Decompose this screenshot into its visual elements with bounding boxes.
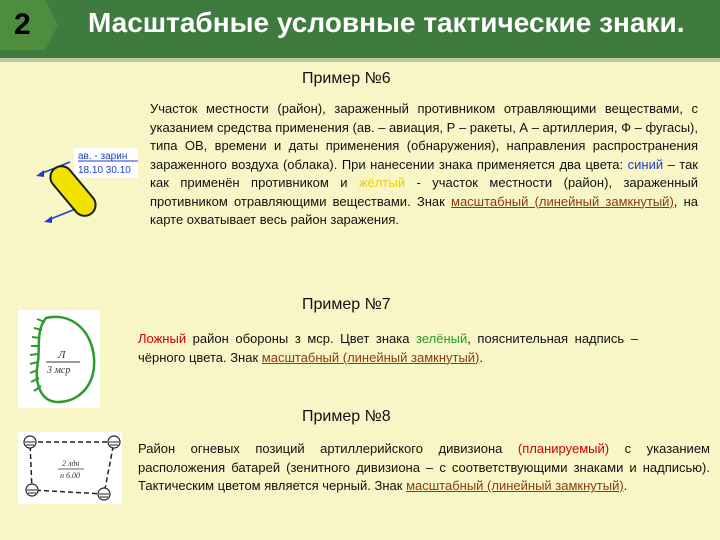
arrow-head-bottom-icon (44, 216, 52, 223)
example-7-text: Ложный район обороны з мср. Цвет знака зелёный, пояснительная надпись – чёрного цвета. Знак масштабный (линейный замкнутый). (138, 331, 638, 365)
scale-sign-link[interactable]: масштабный (линейный замкнутый) (261, 349, 480, 365)
scale-sign-link[interactable]: масштабный (линейный замкнутый) (451, 193, 674, 209)
sign-label-bottom: н 6.00 (60, 471, 80, 480)
header-divider (0, 58, 720, 62)
defense-area-outline (37, 317, 94, 402)
firing-area-outline (30, 442, 114, 494)
sign-label-top: Л (58, 349, 66, 361)
arrow-head-top-icon (36, 170, 44, 177)
red-phrase: (планируемый) (517, 441, 610, 456)
contamination-sign-illustration (30, 146, 142, 226)
header-bar (0, 0, 720, 58)
yellow-word: жёлтый (358, 175, 406, 190)
green-word: зелёный (416, 331, 468, 346)
example-8-text: Район огневых позиций артиллерийского дивизиона (планируемый) с указанием расположения батарей (зенитного дивизиона – с соответствующими знаками и надписью). Тактическим цветом является черный. Знак масштабный (линейный замкнутый). (138, 441, 710, 493)
slide-number: 2 (14, 8, 31, 41)
example-6-title: Пример №6 (302, 70, 391, 87)
artillery-positions-sign-illustration (18, 432, 122, 504)
example-8-title: Пример №8 (302, 408, 391, 425)
battery-markers (24, 436, 120, 500)
example-6-text: Участок местности (район), зараженный противником отравляющими веществами, с указанием средства применения (ав. – авиация, Р – ракеты, А – артиллерия, Ф – фугасы), типа ОВ, времени и даты применения (обнаружения), направления распространения зараженного воздуха (облака). При нанесении знака применяется два цвета: синий – так как применён противником и жёлтый - участок местности (район), зараженный противником отравляющими веществами. Знак масштабный (линейный замкнутый), на карте охватывает весь район заражения. (150, 101, 698, 227)
red-word: Ложный (138, 331, 187, 346)
scale-sign-link[interactable]: масштабный (линейный замкнутый) (406, 478, 624, 493)
sign-label-top: 2 лдн (62, 459, 80, 468)
sign-label-bottom: 18.10 30.10 (78, 165, 131, 176)
sign-label-bottom: 3 мср (47, 365, 71, 376)
example-7-title: Пример №7 (302, 296, 391, 313)
page-title: Масштабные условные тактические знаки. (88, 7, 685, 38)
sign-label-top: ав. - зарин (78, 151, 128, 162)
blue-word: синий (627, 156, 664, 172)
false-defense-sign-illustration (18, 310, 100, 408)
